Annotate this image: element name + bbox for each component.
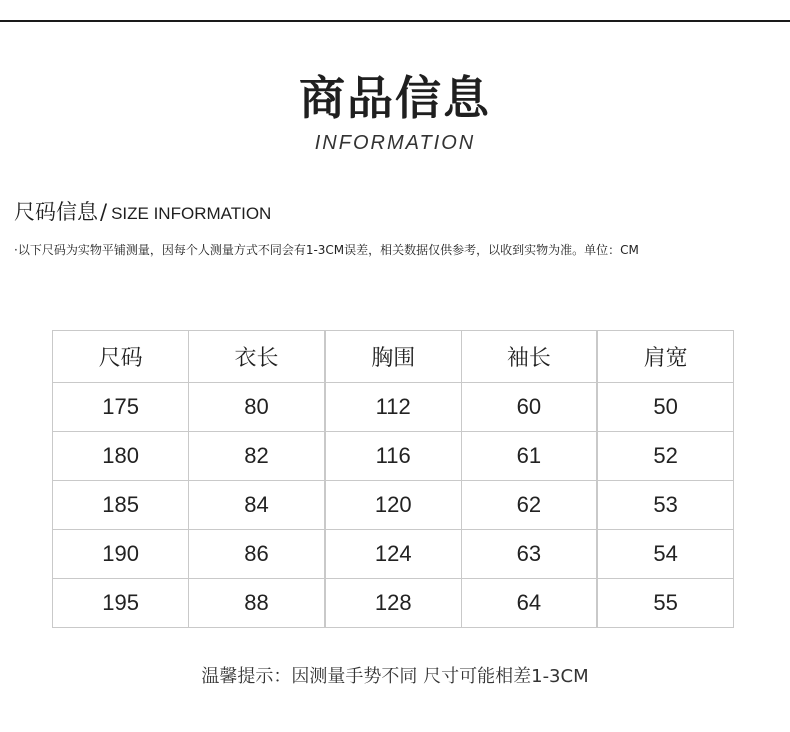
cell-shoulder: 55 [597,579,733,628]
table-row [53,432,734,481]
header-sleeve: 袖长 [461,331,597,383]
cell-size: 180 [53,432,189,481]
size-info-heading [14,196,271,226]
size-heading-slash: / [100,200,108,224]
table-row [53,383,734,432]
table-row [53,579,734,628]
cell-length: 88 [189,579,325,628]
cell-sleeve: 60 [461,383,597,432]
cell-length: 86 [189,530,325,579]
cell-length: 80 [189,383,325,432]
cell-sleeve: 63 [461,530,597,579]
cell-size: 190 [53,530,189,579]
footer-tip: 温馨提示：因测量手势不同 尺寸可能相差1-3CM [201,666,589,687]
cell-shoulder: 54 [597,530,733,579]
top-divider [0,20,790,22]
table-header-row [53,331,734,383]
cell-chest: 116 [325,432,461,481]
cell-length: 82 [189,432,325,481]
cell-size: 185 [53,481,189,530]
cell-sleeve: 62 [461,481,597,530]
page-title: 商品信息 [299,71,491,125]
cell-chest: 120 [325,481,461,530]
cell-shoulder: 50 [597,383,733,432]
measurement-note: ·以下尺码为实物平铺测量，因每个人测量方式不同会有1-3CM误差，相关数据仅供参考，以收到实物为准。单位：CM [14,243,639,257]
cell-sleeve: 61 [461,432,597,481]
cell-shoulder: 53 [597,481,733,530]
cell-chest: 124 [325,530,461,579]
header-shoulder: 肩宽 [597,331,733,383]
header-size: 尺码 [53,331,189,383]
cell-shoulder: 52 [597,432,733,481]
cell-chest: 128 [325,579,461,628]
cell-size: 195 [53,579,189,628]
header-chest: 胸围 [325,331,461,383]
size-heading-en: SIZE INFORMATION [111,204,272,223]
cell-size: 175 [53,383,189,432]
cell-sleeve: 64 [461,579,597,628]
cell-chest: 112 [325,383,461,432]
page-subtitle: INFORMATION [314,132,476,154]
cell-length: 84 [189,481,325,530]
header-length: 衣长 [189,331,325,383]
table-row [53,530,734,579]
table-row [53,481,734,530]
size-heading-cn: 尺码信息 [14,200,98,224]
size-table [52,330,734,628]
